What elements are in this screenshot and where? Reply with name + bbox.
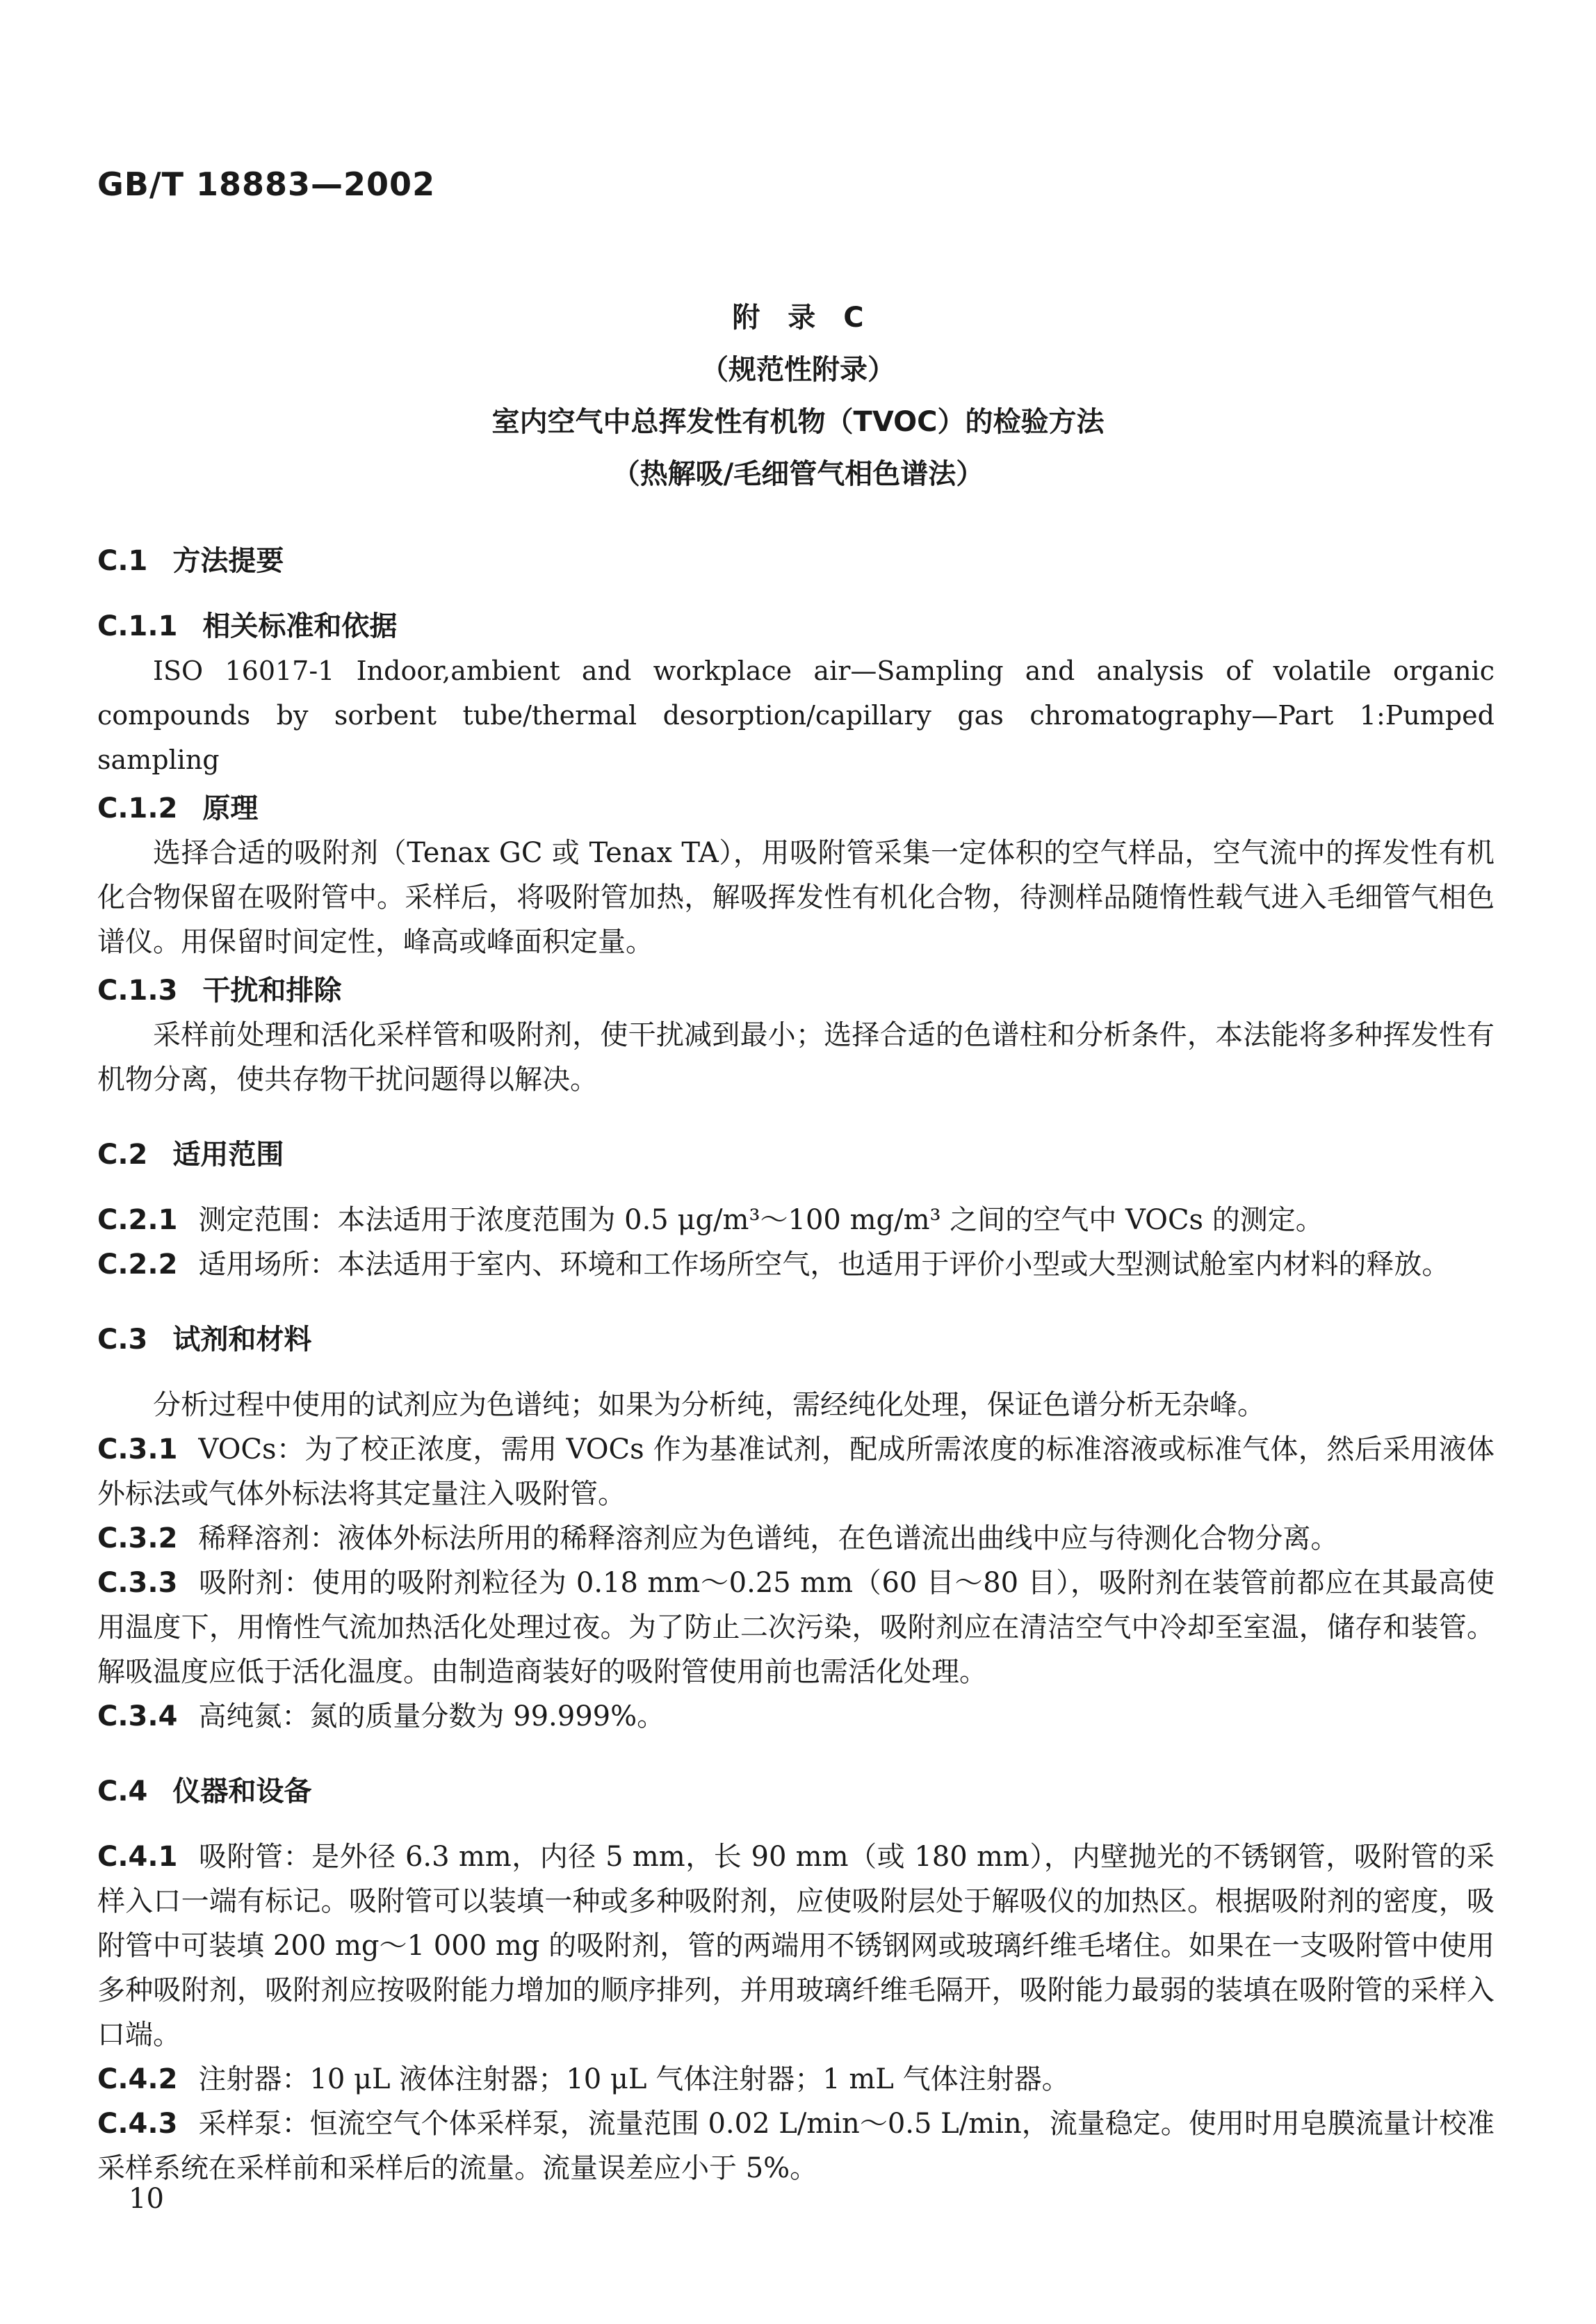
subsection-title: 干扰和排除 xyxy=(202,975,342,1007)
paragraph-c11: ISO 16017-1 Indoor,ambient and workplace air—Sampling and analysis of volatile organic compounds by sorbent tube/thermal desorption/capillary gas chromatography—Part 1:Pumped sampling xyxy=(97,656,1495,775)
clause-number: C.3.4 xyxy=(97,1700,178,1732)
section-heading-c2 xyxy=(97,1132,1495,1177)
subsection-number: C.1.1 xyxy=(97,610,178,642)
subsection-number: C.1.2 xyxy=(97,793,178,824)
clause-text: 吸附管：是外径 6.3 mm，内径 5 mm，长 90 mm（或 180 mm），内壁抛光的不锈钢管，吸附管的采样入口一端有标记。吸附管可以装填一种或多种吸附剂，应使吸附层处于解吸仪的加热区。根据吸附剂的密度，吸附管中可装填 200 mg～1 000 mg 的吸附剂，管的两端用不锈钢网或玻璃纤维毛堵住。如果在一支吸附管中使用多种吸附剂，吸附剂应按吸附能力增加的顺序排列，并用玻璃纤维毛隔开，吸附能力最弱的装填在吸附管的采样入口端。 xyxy=(97,1841,1495,2051)
standard-number: GB/T 18883—2002 xyxy=(97,165,436,203)
subsection-heading-c13 xyxy=(97,968,1495,1013)
page-number: 10 xyxy=(129,2183,164,2215)
clause-c42 xyxy=(97,2057,1495,2102)
section-heading-c4 xyxy=(97,1769,1495,1814)
section-title: 试剂和材料 xyxy=(172,1324,312,1356)
annex-type: （规范性附录） xyxy=(701,354,895,386)
clause-text: 采样泵：恒流空气个体采样泵，流量范围 0.02 L/min～0.5 L/min，流量稳定。使用时用皂膜流量计校准采样系统在采样前和采样后的流量。流量误差应小于 5%。 xyxy=(97,2108,1495,2184)
clause-number: C.3.1 xyxy=(97,1433,178,1465)
clause-text: 适用场所：本法适用于室内、环境和工作场所空气，也适用于评价小型或大型测试舱室内材料的释放。 xyxy=(198,1249,1450,1281)
clause-c33 xyxy=(97,1561,1495,1694)
section-heading-c3 xyxy=(97,1317,1495,1362)
document-body xyxy=(97,539,1495,2191)
clause-text: VOCs：为了校正浓度，需用 VOCs 作为基准试剂，配成所需浓度的标准溶液或标准气体，然后采用液体外标法或气体外标法将其定量注入吸附管。 xyxy=(97,1433,1495,1510)
subsection-heading-c11 xyxy=(97,604,1495,649)
clause-number: C.2.2 xyxy=(97,1249,178,1281)
clause-text: 测定范围：本法适用于浓度范围为 0.5 μg/m³～100 mg/m³ 之间的空气中 VOCs 的测定。 xyxy=(198,1204,1324,1236)
section-number: C.2 xyxy=(97,1139,148,1171)
paragraph-c3-intro: 分析过程中使用的试剂应为色谱纯；如果为分析纯，需经纯化处理，保证色谱分析无杂峰。 xyxy=(153,1389,1265,1421)
clause-text: 注射器：10 μL 液体注射器；10 μL 气体注射器；1 mL 气体注射器。 xyxy=(198,2063,1070,2095)
section-number: C.4 xyxy=(97,1775,148,1807)
section-number: C.1 xyxy=(97,545,148,577)
clause-c41 xyxy=(97,1835,1495,2057)
clause-number: C.2.1 xyxy=(97,1204,178,1236)
clause-c43 xyxy=(97,2102,1495,2191)
subsection-heading-c12 xyxy=(97,786,1495,831)
annex-label: 附 录 C xyxy=(732,302,864,334)
paragraph-c13: 采样前处理和活化采样管和吸附剂，使干扰减到最小；选择合适的色谱柱和分析条件，本法能将多种挥发性有机物分离，使共存物干扰问题得以解决。 xyxy=(97,1019,1495,1096)
clause-c32 xyxy=(97,1516,1495,1561)
clause-c34 xyxy=(97,1694,1495,1739)
clause-number: C.4.2 xyxy=(97,2063,178,2095)
paragraph-c12: 选择合适的吸附剂（Tenax GC 或 Tenax TA），用吸附管采集一定体积的空气样品，空气流中的挥发性有机化合物保留在吸附管中。采样后，将吸附管加热，解吸挥发性有机化合物，待测样品随惰性载气进入毛细管气相色谱仪。用保留时间定性，峰高或峰面积定量。 xyxy=(97,837,1495,958)
annex-header xyxy=(0,292,1596,501)
clause-text: 稀释溶剂：液体外标法所用的稀释溶剂应为色谱纯，在色谱流出曲线中应与待测化合物分离。 xyxy=(198,1522,1339,1554)
clause-number: C.3.3 xyxy=(97,1567,178,1599)
subsection-title: 原理 xyxy=(202,793,259,824)
annex-title: 室内空气中总挥发性有机物（TVOC）的检验方法 xyxy=(491,406,1105,438)
clause-text: 高纯氮：氮的质量分数为 99.999%。 xyxy=(198,1700,665,1732)
clause-number: C.3.2 xyxy=(97,1522,178,1554)
section-number: C.3 xyxy=(97,1324,148,1356)
clause-number: C.4.1 xyxy=(97,1841,178,1873)
clause-text: 吸附剂：使用的吸附剂粒径为 0.18 mm～0.25 mm（60 目～80 目），吸附剂在装管前都应在其最高使用温度下，用惰性气流加热活化处理过夜。为了防止二次污染，吸附剂应在清洁空气中冷却至室温，储存和装管。解吸温度应低于活化温度。由制造商装好的吸附管使用前也需活化处理。 xyxy=(97,1567,1495,1688)
clause-c31 xyxy=(97,1427,1495,1516)
clause-number: C.4.3 xyxy=(97,2108,178,2140)
subsection-title: 相关标准和依据 xyxy=(202,610,398,642)
clause-c21 xyxy=(97,1198,1495,1242)
section-title: 方法提要 xyxy=(172,545,284,577)
section-title: 适用范围 xyxy=(172,1139,284,1171)
clause-c22 xyxy=(97,1242,1495,1287)
annex-subtitle: （热解吸/毛细管气相色谱法） xyxy=(612,458,984,490)
section-title: 仪器和设备 xyxy=(172,1775,312,1807)
section-heading-c1 xyxy=(97,539,1495,583)
subsection-number: C.1.3 xyxy=(97,975,178,1007)
